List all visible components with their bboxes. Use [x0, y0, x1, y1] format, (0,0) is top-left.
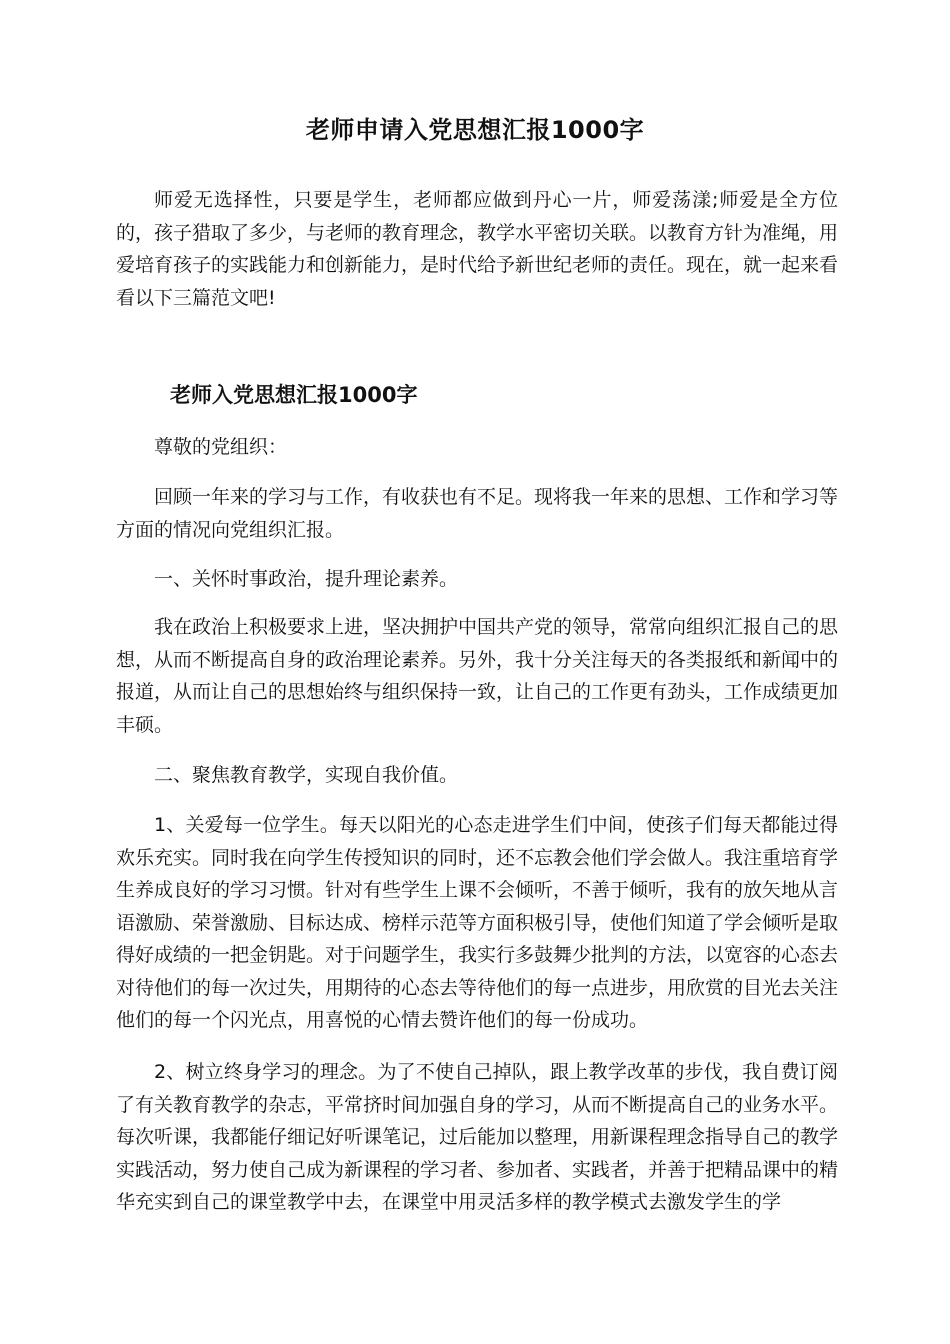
salutation: 尊敬的党组织：	[154, 436, 288, 458]
subheading-two: 二、聚焦教育教学，实现自我价值。	[154, 764, 459, 786]
document-title: 老师申请入党思想汇报1000字	[305, 116, 645, 144]
section-heading: 老师入党思想汇报1000字	[170, 383, 418, 407]
body-paragraph: 回顾一年来的学习与工作，有收获也有不足。现将我一年来的思想、工作和学习等方面的情况向党组织汇报。	[116, 486, 839, 541]
body-paragraph: 我在政治上积极要求上进，坚决拥护中国共产党的领导，常常向组织汇报自己的思想，从而不断提高自身的政治理论素养。另外，我十分关注每天的各类报纸和新闻中的报道，从而让自己的思想始终与组织保持一致，让自己的工作更有劲头，工作成绩更加丰硕。	[116, 616, 839, 736]
body-paragraph: 1、关爱每一位学生。每天以阳光的心态走进学生们中间，使孩子们每天都能过得欢乐充实。同时我在向学生传授知识的同时，还不忘教会他们学会做人。我注重培育学生养成良好的学习习惯。针对有些学生上课不会倾听，不善于倾听，我有的放矢地从言语激励、荣誉激励、目标达成、榜样示范等方面积极引导，使他们知道了学会倾听是取得好成绩的一把金钥匙。对于问题学生，我实行多鼓舞少批判的方法，以宽容的心态去对待他们的每一次过失，用期待的心态去等待他们的每一点进步，用欣赏的目光去关注他们的每一个闪光点，用喜悦的心情去赞许他们的每一份成功。	[116, 814, 839, 1031]
subheading-one: 一、关怀时事政治，提升理论素养。	[154, 568, 459, 590]
intro-paragraph: 师爱无选择性，只要是学生，老师都应做到丹心一片，师爱荡漾;师爱是全方位的，孩子猎取了多少，与老师的教育理念，教学水平密切关联。以教育方针为准绳，用爱培育孩子的实践能力和创新能力，是时代给予新世纪老师的责任。现在，就一起来看看以下三篇范文吧!	[116, 189, 839, 309]
body-paragraph: 2、树立终身学习的理念。为了不使自己掉队，跟上教学改革的步伐，我自费订阅了有关教育教学的杂志，平常挤时间加强自身的学习，从而不断提高自己的业务水平。每次听课，我都能仔细记好听课笔记，过后能加以整理，用新课程理念指导自己的教学实践活动，努力使自己成为新课程的学习者、参加者、实践者，并善于把精品课中的精华充实到自己的课堂教学中去，在课堂中用灵活多样的教学模式去激发学生的学	[116, 1061, 839, 1213]
